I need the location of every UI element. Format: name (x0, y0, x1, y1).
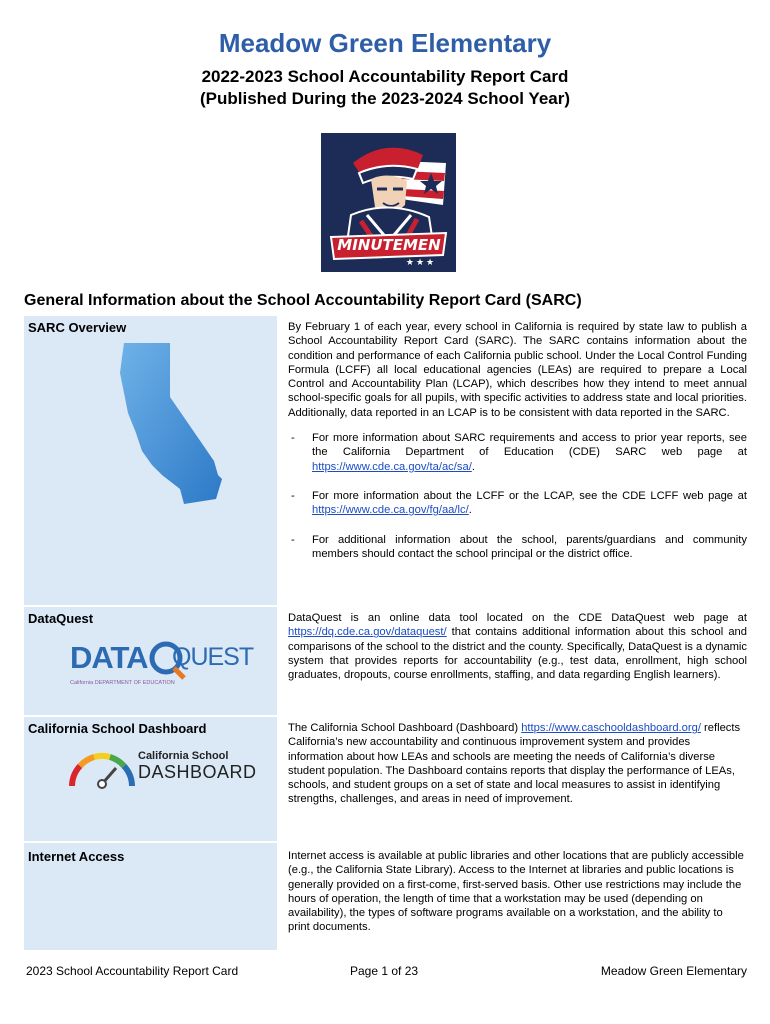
internet-label-cell (24, 842, 278, 950)
cde-sarc-link[interactable]: https://www.cde.ca.gov/ta/ac/sa/ (312, 460, 472, 473)
dataquest-body-cell (278, 606, 751, 716)
bullet-dash: - (291, 432, 295, 445)
logo-banner-text: MINUTEMEN (337, 236, 441, 254)
internet-body-cell (278, 842, 751, 950)
period: . (471, 460, 475, 473)
sarc-bullet-3 (288, 533, 747, 562)
internet-access-text: Internet access is available at public libraries and other locations that are publicly accessible (e.g., the California State Library). Access to the Internet at libraries and public locations is generally provided on a first-come, first-served basis. Other use restrictions may include the hours of operation, the length of time that a workstation may be used (depending on availability), the types of software programs available on a workstation, and the ability to print documents. (288, 850, 744, 934)
info-table (24, 314, 751, 950)
table-row-internet (24, 842, 751, 950)
bullet-2-text: For more information about the LCFF or the LCAP, see the CDE LCFF web page at (312, 489, 747, 502)
minutemen-logo (321, 133, 456, 272)
dashboard-gauge-icon (66, 746, 138, 790)
sarc-overview-title: SARC Overview (28, 320, 127, 335)
school-name: Meadow Green Elementary (218, 28, 552, 58)
sarc-overview-text: By February 1 of each year, every school in California is required by state law to publish a School Accountability Report Card (SARC). The SARC contains information about the condition and performance of each California public school. Under the Local Control Funding Formula (LCFF) all local educational agencies (LEAs) are required to prepare a Local Control and Accountability Plan (LCAP), which describes how they intend to meet annual school-specific goals for all pupils, with specific activities to address state and local priorities. Additionally, data reported in an LCAP is to be consistent with data reported in the SARC. (288, 321, 747, 419)
report-title (0, 66, 770, 110)
sarc-bullet-2 (288, 489, 747, 518)
dataquest-label-cell (24, 606, 278, 716)
internet-access-title: Internet Access (28, 849, 125, 864)
dataquest-logo-sub: California DEPARTMENT OF EDUCATION (70, 680, 175, 686)
dataquest-link[interactable]: https://dq.cde.ca.gov/dataquest/ (288, 626, 447, 639)
dashboard-body-cell (278, 716, 751, 842)
bullet-dash: - (291, 533, 295, 546)
dashboard-logo-line1: California School (138, 750, 229, 762)
sarc-label-cell (24, 315, 278, 606)
footer-left: 2023 School Accountability Report Card (26, 964, 239, 978)
bullet-1-text: For more information about SARC requirements and access to prior year reports, see the California Department of Education (CDE) SARC web page at (312, 432, 747, 459)
bullet-dash: - (291, 489, 295, 502)
dataquest-title: DataQuest (28, 611, 94, 626)
dataquest-logo (70, 640, 254, 690)
table-row-sarc (24, 315, 751, 606)
dashboard-label-cell (24, 716, 278, 842)
logo-stars: ★★★ (405, 257, 437, 267)
dashboard-text-2: reflects California’s new accountability and continuous improvement system and provides information about how LEAs and schools are meeting the needs of California’s diverse student population. The Dashboard contains reports that display the performance of LEAs, schools, and student groups on a set of state and local measures to assist in identifying strengths, challenges, and areas in need of improvement. (288, 722, 741, 806)
period: . (468, 504, 472, 517)
bullet-text (312, 431, 747, 474)
sarc-body-cell (278, 315, 751, 606)
table-row-dashboard (24, 716, 751, 842)
cde-lcff-link[interactable]: https://www.cde.ca.gov/fg/aa/lc/ (312, 504, 469, 517)
footer-right: Meadow Green Elementary (600, 964, 747, 978)
table-row-dataquest (24, 606, 751, 716)
dataquest-text-1: DataQuest is an online data tool located on the CDE DataQuest web page at (288, 612, 747, 624)
dashboard-link[interactable]: https://www.caschooldashboard.org/ (521, 722, 701, 734)
dashboard-text-1: The California School Dashboard (Dashboard) (288, 722, 522, 734)
sarc-bullet-1 (288, 431, 747, 474)
bullet-text (312, 489, 747, 518)
report-title-line2: (Published During the 2023-2024 School Year) (199, 89, 571, 108)
california-map-icon (118, 339, 228, 514)
dashboard-logo (66, 746, 257, 792)
dataquest-logo-data: DATA (70, 640, 148, 675)
section-heading: General Information about the School Accountability Report Card (SARC) (24, 292, 582, 309)
dataquest-logo-quest: QUEST (172, 643, 254, 671)
dataquest-text-2: that contains additional information about this school and comparisons of the school to the district and the county. Specifically, DataQuest is a dynamic system that provides reports for accountability (e.g., test data, enrollment, high school graduates, dropouts, course enrollments, staffing, and data regarding English learners). (288, 626, 747, 682)
footer-page-number: Page 1 of 23 (350, 964, 419, 978)
dashboard-title: California School Dashboard (28, 721, 207, 736)
report-title-line1: 2022-2023 School Accountability Report Card (201, 67, 569, 86)
bullet-3-text: For additional information about the school, parents/guardians and community members should contact the school principal or the district office. (312, 533, 747, 560)
dashboard-logo-line2: DASHBOARD (138, 762, 257, 782)
